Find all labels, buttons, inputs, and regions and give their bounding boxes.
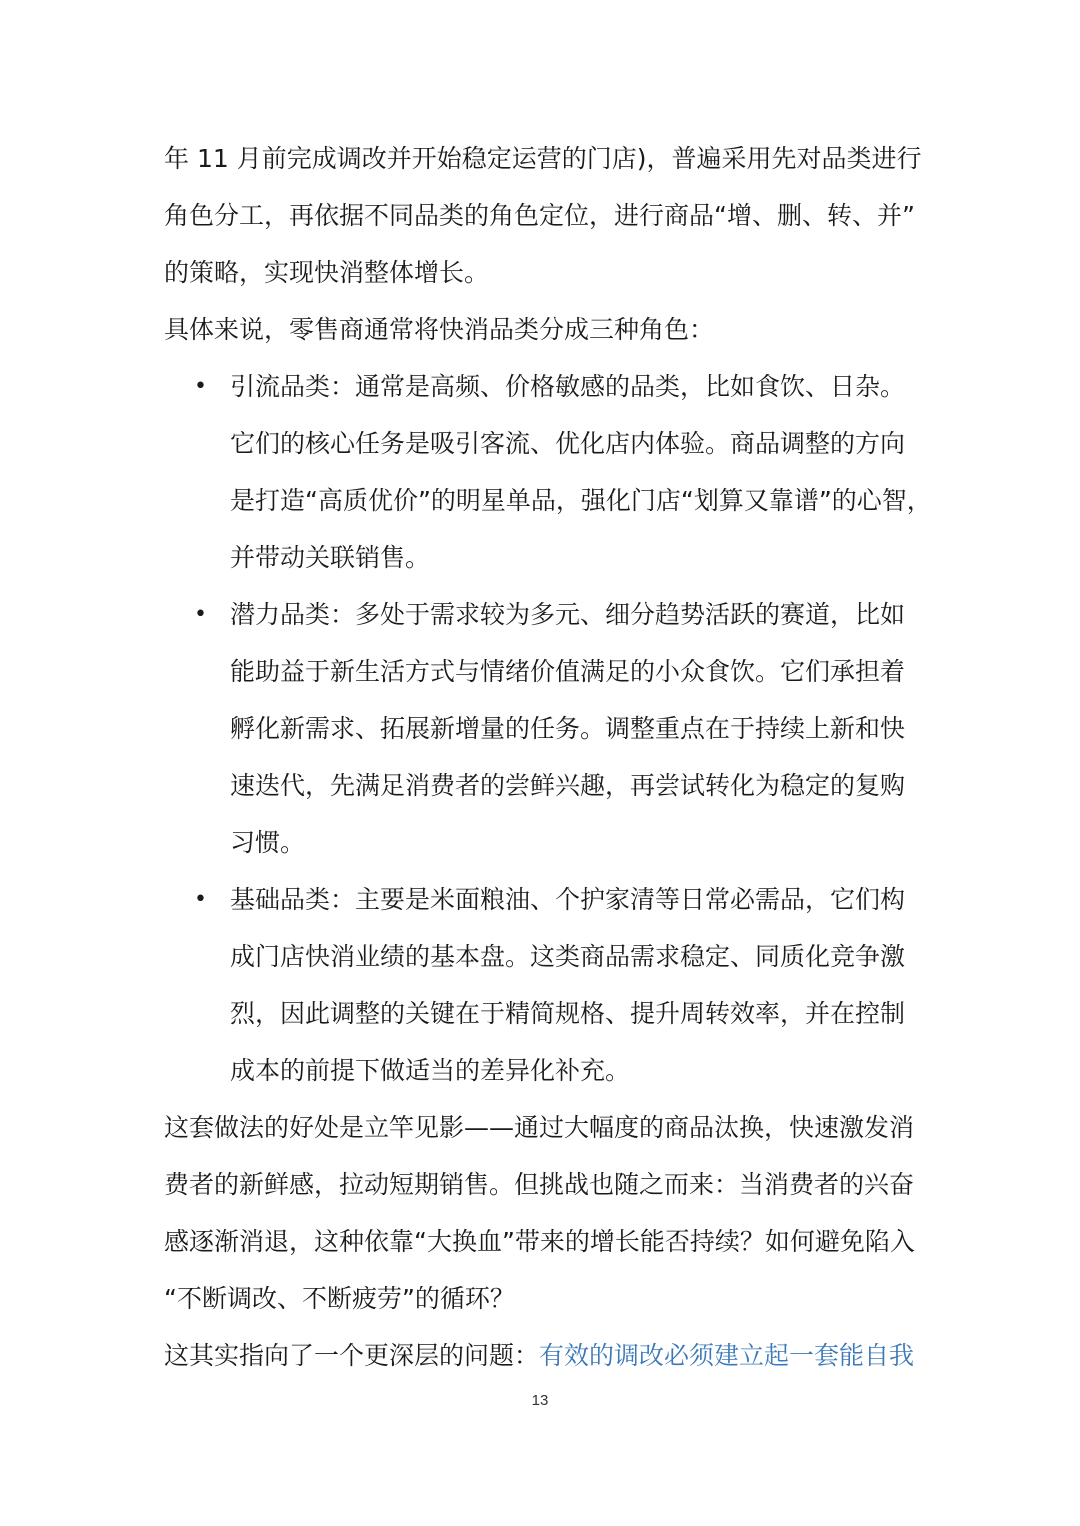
bullet-text: 基础品类：主要是米面粮油、个护家清等日常必需品，它们构 [230, 885, 906, 914]
text-line: “不断调改、不断疲劳”的循环？ [164, 1284, 515, 1313]
text-line: 能助益于新生活方式与情绪价值满足的小众食饮。它们承担着 [230, 657, 906, 686]
lead-paragraph: 具体来说，零售商通常将快消品类分成三种角色： [164, 315, 715, 344]
list-item [164, 358, 932, 586]
bullet-icon: • [194, 602, 207, 627]
text-line: 的策略，实现快消整体增长。 [164, 258, 490, 287]
text-line [164, 586, 924, 643]
bullet-list [164, 358, 932, 1099]
highlighted-text: 有效的调改必须建立起一套能自我 [539, 1341, 915, 1370]
list-item [164, 586, 924, 871]
text-line: 角色分工，再依据不同品类的角色定位，进行商品“增、删、转、并” [164, 201, 915, 230]
text-line: 成本的前提下做适当的差异化补充。 [230, 1056, 631, 1085]
text-line [164, 358, 924, 415]
final-paragraph [164, 1327, 924, 1384]
conclusion-paragraph [164, 1099, 924, 1327]
text-line: 这套做法的好处是立竿见影——通过大幅度的商品汰换，快速激发消 [164, 1113, 915, 1142]
text-line: 速迭代，先满足消费者的尝鲜兴趣，再尝试转化为稳定的复购 [230, 771, 906, 800]
bullet-text: 引流品类：通常是高频、价格敏感的品类，比如食饮、日杂。 [230, 372, 906, 401]
bullet-text: 潜力品类：多处于需求较为多元、细分趋势活跃的赛道，比如 [230, 600, 906, 629]
document-body [164, 130, 932, 1384]
text-line: 年 11 月前完成调改并开始稳定运营的门店)，普遍采用先对品类进行 [164, 144, 922, 173]
final-prefix: 这其实指向了一个更深层的问题： [164, 1341, 540, 1370]
intro-paragraph [164, 130, 924, 301]
text-line: 是打造“高质优价”的明星单品，强化门店“划算又靠谱”的心智， [230, 486, 932, 515]
text-line: 成门店快消业绩的基本盘。这类商品需求稳定、同质化竞争激 [230, 942, 906, 971]
text-line: 并带动关联销售。 [230, 543, 431, 572]
page-number: 13 [531, 1392, 549, 1409]
text-line: 费者的新鲜感，拉动短期销售。但挑战也随之而来：当消费者的兴奋 [164, 1170, 915, 1199]
list-item [164, 871, 924, 1099]
text-line: 感逐渐消退，这种依靠“大换血”带来的增长能否持续？如何避免陷入 [164, 1227, 915, 1256]
text-line: 孵化新需求、拓展新增量的任务。调整重点在于持续上新和快 [230, 714, 906, 743]
text-line: 它们的核心任务是吸引客流、优化店内体验。商品调整的方向 [230, 429, 906, 458]
bullet-icon: • [194, 374, 207, 399]
text-line: 习惯。 [230, 828, 306, 857]
text-line [164, 871, 924, 928]
text-line: 烈，因此调整的关键在于精简规格、提升周转效率，并在控制 [230, 999, 906, 1028]
bullet-icon: • [194, 887, 207, 912]
